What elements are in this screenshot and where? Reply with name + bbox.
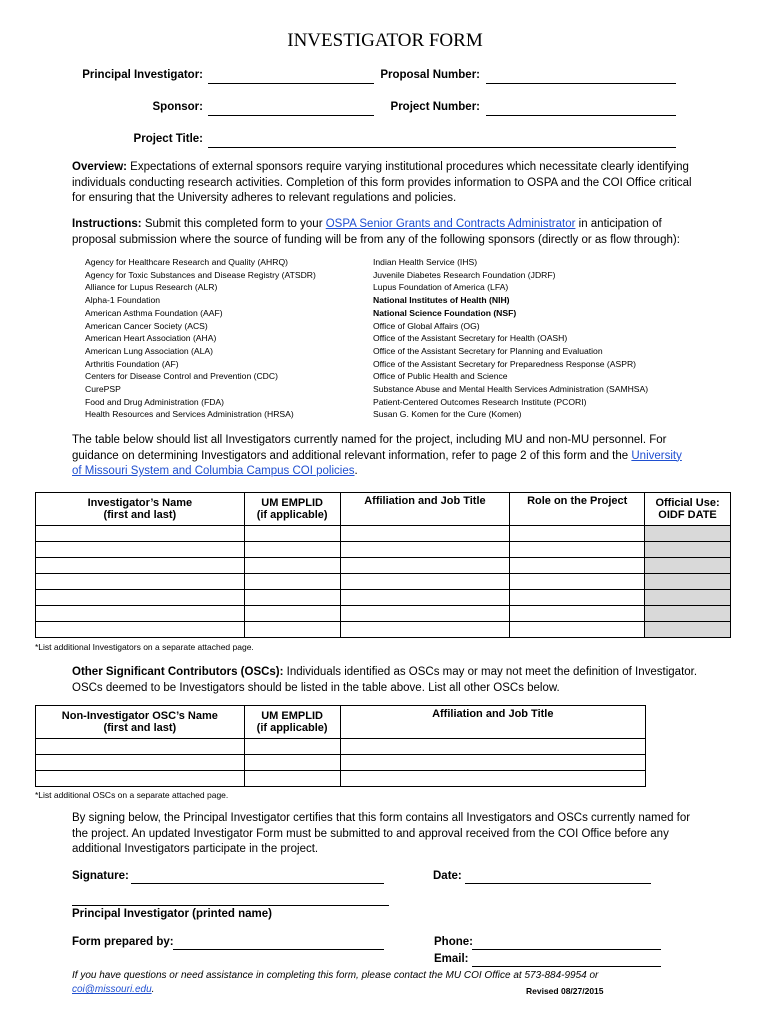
- email-label: Email:: [434, 953, 469, 965]
- footer-contact: If you have questions or need assistance in completing this form, please contact the MU COI Office at 573-884-9954 or: [72, 970, 599, 981]
- cell-official-use: [645, 558, 731, 574]
- prepared-by-label: Form prepared by:: [72, 936, 174, 948]
- header-affiliation: Affiliation and Job Title: [340, 493, 510, 526]
- osc-label: Other Significant Contributors (OSCs):: [72, 666, 284, 678]
- header-osc-name: Non-Investigator OSC’s Name (first and last): [36, 706, 245, 739]
- date-label: Date:: [433, 870, 462, 882]
- cell-affiliation[interactable]: [340, 606, 510, 622]
- sponsor-item: Office of Global Affairs (OG): [373, 320, 480, 331]
- sponsor-item: Substance Abuse and Mental Health Services Administration (SAMHSA): [373, 384, 649, 395]
- header-investigator-name: Investigator’s Name (first and last): [36, 493, 245, 526]
- table-row[interactable]: [36, 739, 646, 755]
- investigator-table-note: *List additional Investigators on a separate attached page.: [35, 642, 254, 652]
- header-um-emplid: UM EMPLID (if applicable): [244, 493, 340, 526]
- project-number-field[interactable]: [486, 115, 676, 116]
- sponsor-item: Agency for Toxic Substances and Disease Registry (ATSDR): [85, 269, 316, 280]
- cell-official-use: [645, 526, 731, 542]
- cell-name[interactable]: [36, 542, 245, 558]
- revised-date: Revised 08/27/2015: [526, 986, 604, 996]
- page-title: INVESTIGATOR FORM: [287, 30, 483, 51]
- cell-emplid[interactable]: [244, 590, 340, 606]
- sponsor-item: Office of the Assistant Secretary for Preparedness Response (ASPR): [373, 358, 637, 369]
- header-official-use: Official Use: OIDF DATE: [645, 493, 731, 526]
- proposal-number-label: Proposal Number:: [380, 69, 480, 81]
- cell-affiliation[interactable]: [340, 558, 510, 574]
- ospa-admin-link[interactable]: OSPA Senior Grants and Contracts Administrator: [325, 218, 576, 230]
- sponsor-item: National Science Foundation (NSF): [373, 307, 517, 318]
- cell-emplid[interactable]: [244, 574, 340, 590]
- cell-name[interactable]: [36, 755, 245, 771]
- cell-name[interactable]: [36, 622, 245, 638]
- printed-name-label: Principal Investigator (printed name): [72, 908, 273, 920]
- osc-table: [35, 705, 646, 787]
- sponsor-item: Office of the Assistant Secretary for Health (OASH): [373, 333, 568, 344]
- cell-role[interactable]: [510, 558, 645, 574]
- osc-table-header-row: [36, 706, 646, 739]
- cell-name[interactable]: [36, 558, 245, 574]
- table-row[interactable]: [36, 590, 731, 606]
- osc-paragraph: Other Significant Contributors (OSCs): Individuals identified as OSCs may or may not meet the definition of Investigator. OSCs deemed to be Investigators should be listed in the table above. List all other OSCs below.: [72, 666, 698, 694]
- table-row[interactable]: [36, 574, 731, 590]
- project-title-field[interactable]: [208, 147, 676, 148]
- cell-affiliation[interactable]: [340, 739, 645, 755]
- cell-emplid[interactable]: [244, 622, 340, 638]
- sponsor-item: American Cancer Society (ACS): [85, 320, 208, 331]
- cell-affiliation[interactable]: [340, 542, 510, 558]
- osc-table-note: *List additional OSCs on a separate attached page.: [35, 790, 229, 800]
- cell-name[interactable]: [36, 739, 245, 755]
- project-title-label: Project Title:: [133, 133, 203, 145]
- cell-role[interactable]: [510, 526, 645, 542]
- prepared-by-field[interactable]: [173, 949, 384, 950]
- date-field[interactable]: [465, 883, 651, 884]
- sponsor-label: Sponsor:: [152, 101, 203, 113]
- cell-emplid[interactable]: [244, 606, 340, 622]
- sponsor-item: Arthritis Foundation (AF): [85, 358, 179, 369]
- cell-official-use: [645, 574, 731, 590]
- table-row[interactable]: [36, 622, 731, 638]
- investigator-table: [35, 492, 731, 638]
- cell-name[interactable]: [36, 574, 245, 590]
- cell-name[interactable]: [36, 590, 245, 606]
- sponsor-item: Alliance for Lupus Research (ALR): [85, 282, 218, 293]
- cell-emplid[interactable]: [244, 558, 340, 574]
- cell-official-use: [645, 606, 731, 622]
- printed-name-field[interactable]: [72, 905, 389, 906]
- proposal-number-field[interactable]: [486, 83, 676, 84]
- table-row[interactable]: [36, 755, 646, 771]
- signature-label: Signature:: [72, 870, 129, 882]
- table-row[interactable]: [36, 526, 731, 542]
- pi-label: Principal Investigator:: [82, 69, 203, 81]
- cell-emplid[interactable]: [244, 755, 340, 771]
- table-row[interactable]: [36, 606, 731, 622]
- table-row[interactable]: [36, 771, 646, 787]
- coi-policies-link[interactable]: of Missouri System and Columbia Campus COI policies: [72, 465, 355, 477]
- table-row[interactable]: [36, 558, 731, 574]
- sponsor-item: Patient-Centered Outcomes Research Institute (PCORI): [373, 396, 587, 407]
- sponsor-item: American Lung Association (ALA): [85, 345, 214, 356]
- sponsor-item: Agency for Healthcare Research and Quality (AHRQ): [85, 257, 288, 267]
- sponsor-item: Juvenile Diabetes Research Foundation (JDRF): [373, 269, 556, 280]
- sponsor-item: Susan G. Komen for the Cure (Komen): [373, 409, 522, 420]
- sponsor-item: Office of Public Health and Science: [373, 371, 508, 382]
- cell-name[interactable]: [36, 771, 245, 787]
- cell-role[interactable]: [510, 622, 645, 638]
- cell-affiliation[interactable]: [340, 771, 645, 787]
- cell-affiliation[interactable]: [340, 590, 510, 606]
- sponsor-item: Alpha-1 Foundation: [85, 295, 161, 306]
- sponsor-list-left: [85, 256, 316, 421]
- cell-official-use: [645, 542, 731, 558]
- cell-official-use: [645, 590, 731, 606]
- cell-role[interactable]: [510, 574, 645, 590]
- sponsor-item: Office of the Assistant Secretary for Planning and Evaluation: [373, 345, 603, 356]
- header-um-emplid: UM EMPLID (if applicable): [244, 706, 340, 739]
- table-row[interactable]: [36, 542, 731, 558]
- certification-paragraph: By signing below, the Principal Investigator certifies that this form contains all Investigators and OSCs currently named for the project. An updated Investigator Form must be submitted to and approval received from the COI Office before any additional Investigators participate in the project.: [72, 812, 691, 855]
- cell-emplid[interactable]: [244, 542, 340, 558]
- sponsor-item: CurePSP: [85, 384, 121, 395]
- cell-name[interactable]: [36, 606, 245, 622]
- header-role: Role on the Project: [510, 493, 645, 526]
- table-header-row: [36, 493, 731, 526]
- cell-emplid[interactable]: [244, 526, 340, 542]
- sponsor-item: Indian Health Service (IHS): [373, 257, 478, 267]
- coi-policies-link[interactable]: University: [631, 449, 682, 462]
- cell-name[interactable]: [36, 526, 245, 542]
- instructions-paragraph: Instructions: Submit this completed form to your OSPA Senior Grants and Contracts Administrator in anticipation of proposal submission where the source of funding will be from any of the following sponsors (directly or as flow through):: [72, 218, 680, 246]
- cell-affiliation[interactable]: [340, 574, 510, 590]
- phone-field[interactable]: [472, 949, 661, 950]
- phone-label: Phone:: [434, 936, 473, 948]
- overview-label: Overview:: [72, 161, 127, 173]
- sponsor-item: Food and Drug Administration (FDA): [85, 396, 224, 407]
- sponsor-item: National Institutes of Health (NIH): [373, 295, 510, 306]
- cell-affiliation[interactable]: [340, 622, 510, 638]
- cell-role[interactable]: [510, 542, 645, 558]
- cell-emplid[interactable]: [244, 771, 340, 787]
- cell-affiliation[interactable]: [340, 755, 645, 771]
- cell-affiliation[interactable]: [340, 526, 510, 542]
- header-affiliation: Affiliation and Job Title: [340, 706, 645, 739]
- footer-contact-email-line: coi@missouri.edu.: [72, 984, 155, 995]
- sponsor-item: American Asthma Foundation (AAF): [85, 307, 223, 318]
- sponsor-list-right: [373, 256, 648, 421]
- pi-field[interactable]: [208, 83, 374, 84]
- cell-emplid[interactable]: [244, 739, 340, 755]
- signature-field[interactable]: [131, 883, 384, 884]
- coi-email-link[interactable]: coi@missouri.edu: [72, 984, 152, 995]
- sponsor-item: Centers for Disease Control and Prevention (CDC): [85, 371, 278, 382]
- sponsor-item: Health Resources and Services Administration (HRSA): [85, 409, 294, 420]
- cell-official-use: [645, 622, 731, 638]
- cell-role[interactable]: [510, 590, 645, 606]
- sponsor-field[interactable]: [208, 115, 374, 116]
- sponsor-item: Lupus Foundation of America (LFA): [373, 282, 509, 293]
- overview-paragraph: Overview: Expectations of external sponsors require varying institutional procedures which necessitate clearly identifying individuals conducting research activities. Completion of this form provides information to OSPA and the COI Office critical for ensuring that the University adheres to relevant regulations and policies.: [72, 161, 692, 204]
- cell-role[interactable]: [510, 606, 645, 622]
- sponsor-item: American Heart Association (AHA): [85, 333, 217, 344]
- instructions-label: Instructions:: [72, 218, 142, 230]
- table-intro-paragraph: The table below should list all Investigators currently named for the project, including MU and non-MU personnel. For guidance on determining Investigators and additional relevant information, refer to page 2 of this form and the University of Missouri System and Columbia Campus COI policies.: [72, 434, 682, 477]
- project-number-label: Project Number:: [390, 101, 480, 113]
- email-field[interactable]: [472, 966, 661, 967]
